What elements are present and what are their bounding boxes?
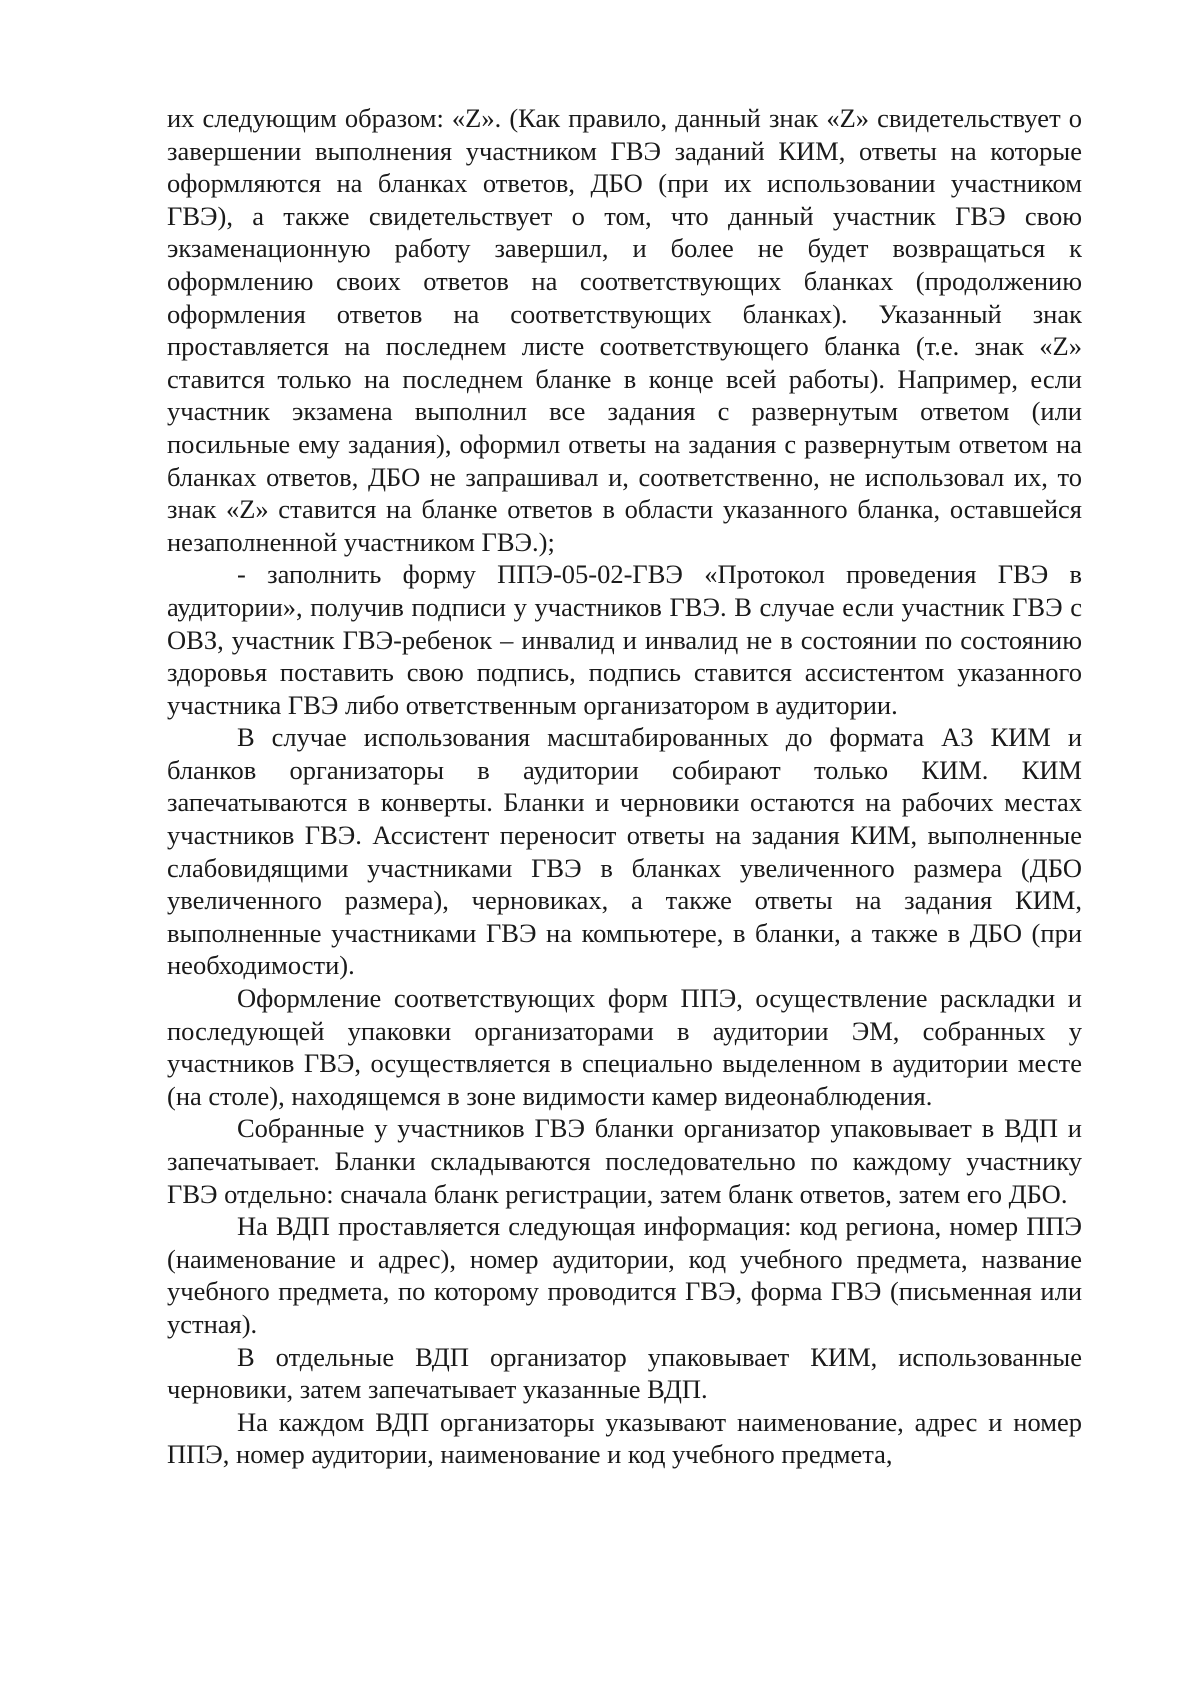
paragraph-a3-format: В случае использования масштабированных до формата А3 КИМ и бланков организаторы в аудитории собирают только КИМ. КИМ запечатываются в конверты. Бланки и черновики остаются на рабочих местах участников ГВЭ. Ассистент переносит ответы на задания КИМ, выполненные слабовидящими участниками ГВЭ в бланках увеличенного размера (ДБО увеличенного размера), черновиках, а также ответы на задания КИМ, выполненные участниками ГВЭ на компьютере, в бланки, а также в ДБО (при необходимости). xyxy=(167,722,1082,981)
paragraph-each-vdp: На каждом ВДП организаторы указывают наименование, адрес и номер ППЭ, номер аудитории, наименование и код учебного предмета, xyxy=(167,1406,1082,1470)
paragraph-forms-packing: Оформление соответствующих форм ППЭ, осуществление раскладки и последующей упаковки организаторами в аудитории ЭМ, собранных у участников ГВЭ, осуществляется в специально выделенном в аудитории месте (на столе), находящемся в зоне видимости камер видеонаблюдения. xyxy=(167,983,1082,1111)
paragraph-z-mark: их следующим образом: «Z». (Как правило, данный знак «Z» свидетельствует о завершении выполнения участником ГВЭ заданий КИМ, ответы на которые оформляются на бланках ответов, ДБО (при их использовании участником ГВЭ), а также свидетельствует о том, что данный участник ГВЭ свою экзаменационную работу завершил, и более не будет возвращаться к оформлению своих ответов на соответствующих бланках (продолжению оформления ответов на соответствующих бланках). Указанный знак проставляется на последнем листе соответствующего бланка (т.е. знак «Z» ставится только на последнем бланке в конце всей работы). Например, если участник экзамена выполнил все задания с развернутым ответом (или посильные ему задания), оформил ответы на задания с развернутым ответом на бланках ответов, ДБО не запрашивал и, соответственно, не использовал их, то знак «Z» ставится на бланке ответов в области указанного бланка, оставшейся незаполненной участником ГВЭ.); xyxy=(167,103,1082,557)
document-body xyxy=(167,102,1082,1471)
paragraph-protocol-form: - заполнить форму ППЭ-05-02-ГВЭ «Протокол проведения ГВЭ в аудитории», получив подписи у участников ГВЭ. В случае если участник ГВЭ с ОВЗ, участник ГВЭ-ребенок – инвалид и инвалид не в состоянии по состоянию здоровья поставить свою подпись, подпись ставится ассистентом указанного участника ГВЭ либо ответственным организатором в аудитории. xyxy=(167,559,1082,720)
paragraph-collected-blanks: Собранные у участников ГВЭ бланки организатор упаковывает в ВДП и запечатывает. Бланки складываются последовательно по каждому участнику ГВЭ отдельно: сначала бланк регистрации, затем бланк ответов, затем его ДБО. xyxy=(167,1113,1082,1209)
paragraph-separate-vdp: В отдельные ВДП организатор упаковывает КИМ, использованные черновики, затем запечатывает указанные ВДП. xyxy=(167,1341,1082,1405)
paragraph-vdp-info: На ВДП проставляется следующая информация: код региона, номер ППЭ (наименование и адрес), номер аудитории, код учебного предмета, название учебного предмета, по которому проводится ГВЭ, форма ГВЭ (письменная или устная). xyxy=(167,1211,1082,1339)
